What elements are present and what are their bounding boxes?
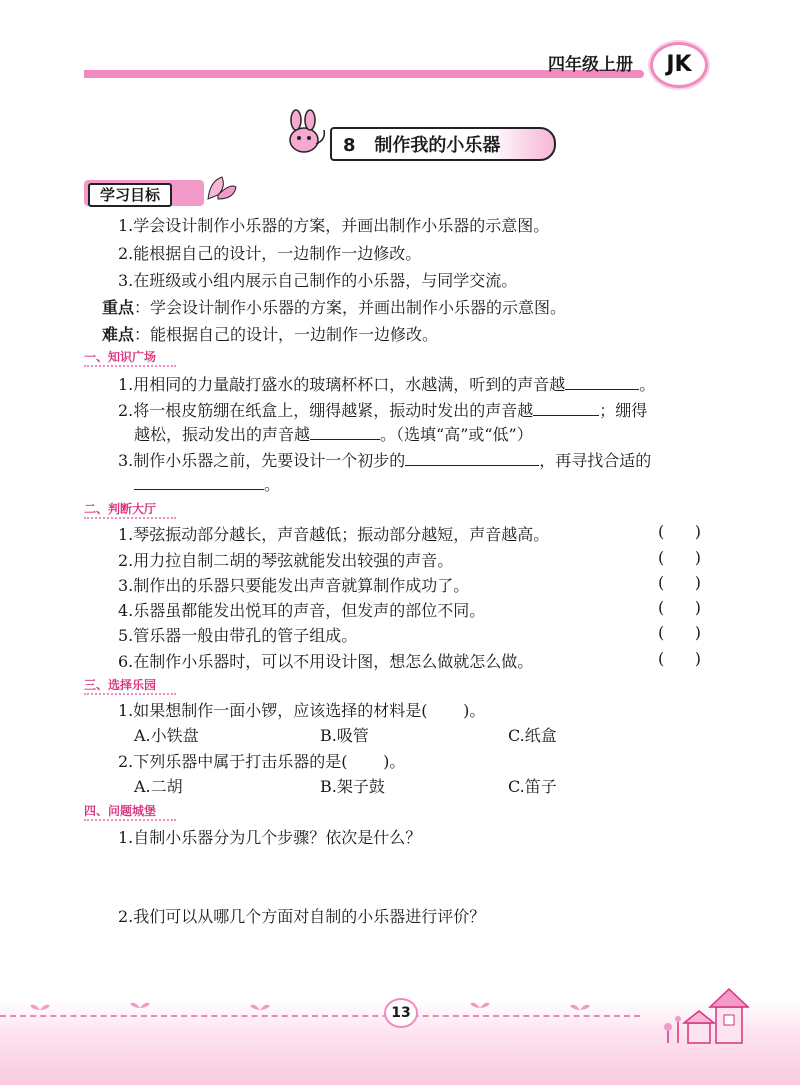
q3b-end: 。 [264, 475, 281, 494]
section1-title: 一、知识广场 [84, 348, 176, 367]
bunny-mascot-icon [280, 108, 330, 158]
q3a-end: ，再寻找合适的 [539, 451, 652, 470]
judge-answer-1[interactable]: ( ) [658, 522, 701, 541]
answer-blank-3[interactable] [310, 425, 380, 440]
answer-blank-5[interactable] [134, 475, 264, 490]
judge-answer-3[interactable]: ( ) [658, 573, 701, 592]
choice-question-1: 1.如果想制作一面小锣，应该选择的材料是( )。 [118, 701, 486, 720]
judge-item-2: 2.用力拉自制二胡的琴弦就能发出较强的声音。 [118, 551, 454, 570]
sprout-decoration-icon [20, 990, 640, 1020]
choice-2-option-a[interactable]: A.二胡 [134, 777, 183, 796]
answer-blank-2[interactable] [533, 401, 599, 416]
fill-question-3a [118, 448, 651, 471]
section3-title: 三、选择乐园 [84, 676, 176, 695]
fill-question-2b [134, 422, 533, 445]
key-point [102, 295, 566, 318]
key-point-text: ：学会设计制作小乐器的方案，并画出制作小乐器的示意图。 [134, 298, 567, 317]
q2a-text: 2.将一根皮筋绷在纸盒上，绷得越紧，振动时发出的声音越 [118, 401, 534, 420]
judge-item-4: 4.乐器虽都能发出悦耳的声音，但发声的部位不同。 [118, 601, 486, 620]
q1-text: 1.用相同的力量敲打盛水的玻璃杯杯口，水越满，听到的声音越 [118, 375, 566, 394]
jk-badge: JK [650, 42, 708, 88]
hard-point-text: ：能根据自己的设计，一边制作一边修改。 [134, 325, 439, 344]
chapter-title: 8 制作我的小乐器 [343, 135, 501, 156]
grade-label: 四年级上册 [548, 55, 633, 75]
q2a-end: ；绷得 [599, 401, 648, 420]
goals-label: 学习目标 [88, 183, 172, 207]
fill-question-1 [118, 372, 655, 395]
judge-item-3: 3.制作出的乐器只要能发出声音就算制作成功了。 [118, 576, 470, 595]
judge-answer-5[interactable]: ( ) [658, 623, 701, 642]
q3a-text: 3.制作小乐器之前，先要设计一个初步的 [118, 451, 406, 470]
q1-end: 。 [639, 375, 656, 394]
judge-item-1: 1.琴弦振动部分越长，声音越低；振动部分越短，声音越高。 [118, 525, 550, 544]
goal-item-3: 3.在班级或小组内展示自己制作的小乐器，与同学交流。 [118, 271, 518, 290]
page-number: 13 [384, 998, 418, 1028]
judge-answer-2[interactable]: ( ) [658, 548, 701, 567]
q2b-text: 越松，振动发出的声音越 [134, 425, 311, 444]
judge-answer-6[interactable]: ( ) [658, 649, 701, 668]
choice-question-2: 2.下列乐器中属于打击乐器的是( )。 [118, 752, 406, 771]
hard-point-label: 难点 [102, 325, 135, 344]
answer-blank-1[interactable] [565, 375, 639, 390]
answer-blank-4[interactable] [405, 451, 539, 466]
choice-2-option-b[interactable]: B.架子鼓 [320, 777, 385, 796]
goal-item-2: 2.能根据自己的设计，一边制作一边修改。 [118, 244, 422, 263]
castle-tower-icon [660, 985, 780, 1045]
butterfly-icon [204, 173, 240, 203]
open-question-1: 1.自制小乐器分为几个步骤？依次是什么？ [118, 828, 422, 847]
judge-item-6: 6.在制作小乐器时，可以不用设计图，想怎么做就怎么做。 [118, 652, 534, 671]
section4-title: 四、问题城堡 [84, 802, 176, 821]
judge-item-5: 5.管乐器一般由带孔的管子组成。 [118, 626, 358, 645]
key-point-label: 重点 [102, 298, 135, 317]
choice-1-option-c[interactable]: C.纸盒 [508, 726, 557, 745]
hard-point [102, 322, 438, 345]
judge-answer-4[interactable]: ( ) [658, 598, 701, 617]
section2-title: 二、判断大厅 [84, 500, 176, 519]
choice-1-option-a[interactable]: A.小铁盘 [134, 726, 199, 745]
choice-1-option-b[interactable]: B.吸管 [320, 726, 369, 745]
open-question-2: 2.我们可以从哪几个方面对自制的小乐器进行评价？ [118, 907, 486, 926]
fill-question-3b [134, 472, 280, 495]
q2b-end: 。（选填“高”或“低”） [380, 425, 533, 444]
choice-2-option-c[interactable]: C.笛子 [508, 777, 557, 796]
fill-question-2a [118, 398, 647, 421]
goal-item-1: 1.学会设计制作小乐器的方案，并画出制作小乐器的示意图。 [118, 216, 550, 235]
